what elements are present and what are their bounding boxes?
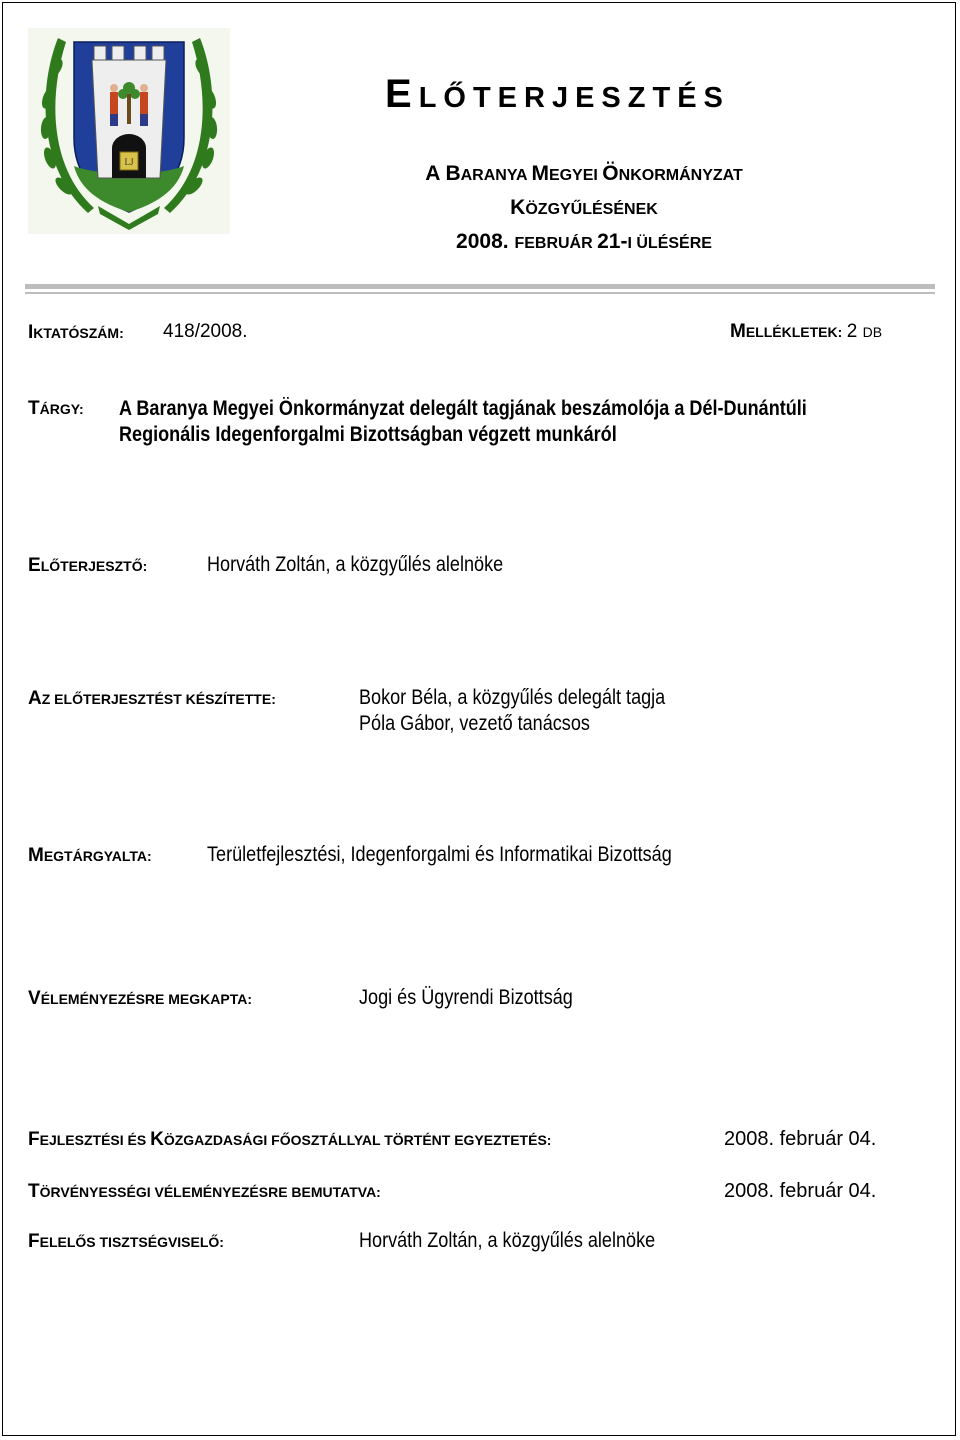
document-title: ELŐTERJESZTÉS [385,72,730,116]
label-segment: ARANYA [460,167,532,184]
label-segment: 2008. [456,230,515,253]
label-segment: Z ELŐTERJESZTÉST KÉSZÍTETTE: [41,691,276,707]
svg-text:LJ: LJ [124,157,134,167]
label-segment: Ö [602,162,619,185]
label-segment: T [28,1181,40,1202]
iktatoszam-value: 418/2008. [163,321,248,342]
fejlesztesi-egyeztetes-label [28,1129,551,1151]
label-segment: ÁRGY: [39,401,84,417]
label-segment: ELLÉKLETEK: [745,324,843,340]
label-segment: EGTÁRGYALTA: [43,848,152,864]
label-segment: K [510,196,526,219]
label-segment: FEBRUÁR [514,235,598,252]
mellekletek-unit: DB [862,324,883,340]
label-segment: LŐTERJESZTŐ: [40,558,148,574]
label-segment: E [28,555,41,576]
label-segment: M [730,321,746,342]
label-segment: EGYEI [548,167,603,184]
label-segment: F [28,1231,40,1252]
eloterjeszto-label [28,555,147,577]
label-segment: T [28,398,40,419]
keszitette-label [28,688,276,710]
mellekletek-label [730,321,842,342]
velemenyezesre-value: Jogi és Ügyrendi Bizottság [359,986,573,1009]
label-segment: M [531,162,549,185]
felelos-value: Horváth Zoltán, a közgyűlés alelnöke [359,1229,656,1252]
label-segment: I ÜLÉSÉRE [627,235,712,252]
label-segment: 21- [597,230,628,253]
label-segment: I [28,322,34,343]
label-segment: F [28,1129,40,1150]
torvenyessegi-label [28,1181,381,1203]
targy-line-2: Regionális Idegenforgalmi Bizottságban végzett munkáról [119,423,617,446]
label-segment: V [28,988,41,1009]
eloterjeszto-value: Horváth Zoltán, a közgyűlés alelnöke [207,553,504,576]
label-segment: B [445,162,461,185]
label-segment: ÖZGYŰLÉSÉNEK [525,201,658,218]
iktatoszam-label [28,322,124,344]
label-segment: A [425,162,446,185]
label-segment: KTATÓSZÁM: [33,325,124,341]
megtargyalta-label [28,845,152,867]
targy-line-1: A Baranya Megyei Önkormányzat delegált tagjának beszámolója a Dél-Dunántúli [119,397,807,420]
label-segment: ÖZGAZDASÁGI FŐOSZTÁLLYAL TÖRTÉNT EGYEZTETÉS: [163,1132,552,1148]
velemenyezesre-label [28,988,252,1010]
subtitle-line-2 [340,196,828,220]
label-segment: M [28,845,44,866]
keszitette-value-2: Póla Gábor, vezető tanácsos [359,712,590,735]
mellekletek [730,321,882,343]
targy-label [28,398,84,420]
label-segment: ELELŐS TISZTSÉGVISELŐ: [39,1234,224,1250]
felelos-label [28,1231,224,1253]
megtargyalta-value: Területfejlesztési, Idegenforgalmi és Informatikai Bizottság [207,843,672,866]
keszitette-value-1: Bokor Béla, a közgyűlés delegált tagja [359,686,666,709]
label-segment: ÉLEMÉNYEZÉSRE MEGKAPTA: [40,991,252,1007]
fejlesztesi-egyeztetes-date: 2008. február 04. [724,1128,877,1150]
separator-thin [25,292,935,294]
label-segment: A [28,688,42,709]
mellekletek-value: 2 [846,321,863,342]
label-segment: NKORMÁNYZAT [618,167,743,184]
subtitle-line-1 [340,162,828,186]
label-segment: K [150,1129,164,1150]
torvenyessegi-date: 2008. február 04. [724,1180,877,1202]
subtitle-line-3 [340,230,828,254]
coat-of-arms-logo [28,28,230,234]
label-segment: ÖRVÉNYESSÉGI VÉLEMÉNYEZÉSRE BEMUTATVA: [39,1184,381,1200]
separator-thick [25,284,935,289]
label-segment: EJLESZTÉSI ÉS [39,1132,151,1148]
